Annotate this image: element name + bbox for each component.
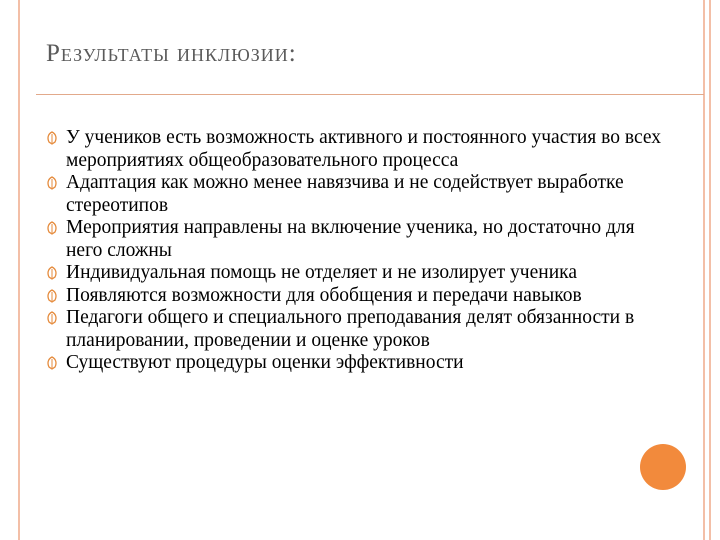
bullet-text: У учеников есть возможность активного и постоянного участия во всех мероприятиях общеобразовательного процесса	[66, 127, 661, 171]
fleuron-leaf-icon	[46, 289, 58, 303]
title-divider	[36, 94, 704, 95]
fleuron-leaf-icon	[46, 311, 58, 325]
list-item	[46, 217, 666, 262]
fleuron-leaf-icon	[46, 131, 58, 145]
bullet-text: Адаптация как можно менее навязчива и не содействует выработке стереотипов	[66, 172, 624, 216]
bullet-text: Педагоги общего и специального преподавания делят обязанности в планировании, проведении и оценке уроков	[66, 307, 635, 351]
bullet-text: Существуют процедуры оценки эффективности	[66, 352, 464, 373]
slide-title: Результаты инклюзии:	[46, 40, 297, 67]
fleuron-leaf-icon	[46, 176, 58, 190]
bullet-text: Появляются возможности для обобщения и передачи навыков	[66, 284, 582, 306]
right-border-line-inner	[709, 0, 711, 540]
list-item	[46, 352, 666, 375]
bullet-text: Мероприятия направлены на включение ученика, но достаточно для него сложны	[66, 217, 635, 261]
left-border-line	[18, 0, 20, 540]
decorative-circle	[640, 444, 686, 490]
list-item	[46, 285, 666, 308]
right-border-line-outer	[703, 0, 705, 540]
fleuron-leaf-icon	[46, 356, 58, 370]
list-item	[46, 127, 666, 172]
bullet-list	[46, 127, 666, 375]
list-item	[46, 262, 666, 285]
bullet-text: Индивидуальная помощь не отделяет и не изолирует ученика	[66, 262, 577, 283]
list-item	[46, 307, 666, 352]
list-item	[46, 172, 666, 217]
fleuron-leaf-icon	[46, 221, 58, 235]
fleuron-leaf-icon	[46, 266, 58, 280]
